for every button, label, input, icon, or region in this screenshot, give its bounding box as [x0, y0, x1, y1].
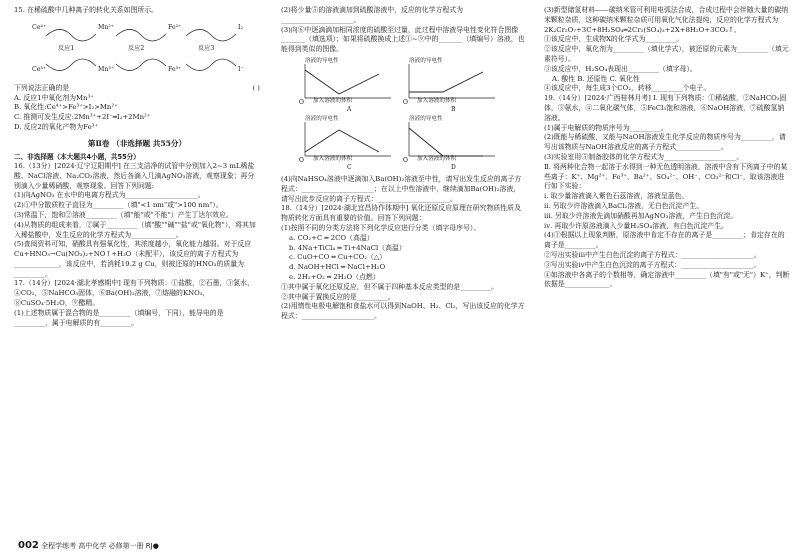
subject-name: 高中化学 必修第一册 RJ● [78, 542, 159, 550]
reaction-2: 反应2 [128, 44, 145, 52]
q19-part2: (2)既能与稀硫酸，又能与NaOH溶液发生化学反应的物质序号为_________，请写出该物质与NaOH溶液反应的离子方程式_____________。 [544, 133, 786, 152]
q18-part3a: ①该反应中，生成物X的化学式为_________。 [544, 35, 684, 44]
q18-eq-e: e. 2H₂+O₂ ═ 2H₂O（点燃） [289, 272, 380, 281]
q17-part1: (1)上述物质属于混合物的是_________（填编号，下同），能导电的是_________，属于电解质的有_________。 [14, 308, 224, 327]
graph-a-xlabel: 加入溶液的体积 [313, 97, 353, 104]
q19-part4b: ②写出实验ⅲ中产生白色沉淀的离子方程式：_____________________。 [544, 250, 761, 259]
q18-part1: (1)按照不同的分类方法将下列化学反应进行分类（填字母序号）。 [281, 223, 481, 232]
q19-part4: (4)①根据以上现象判断，原溶液中肯定不存在的离子是_________；肯定存在的离子是_________。 [544, 231, 785, 250]
q18-part3c: ③该反应中，H₂SO₄表现出_________（填字母）。 [544, 64, 697, 73]
q15-stem-text: 下列说法正确的是 [14, 83, 70, 92]
graph-a-tag: A [347, 105, 352, 113]
q19-part4c: ③写出实验ⅳ中产生白色沉淀的离子方程式：_____________________。 [544, 260, 761, 269]
q16-part2: (2)①中分散质粒子直径为_________（填"<1 nm"或">100 nm"）。 [14, 201, 223, 210]
q16-stem: 16.（13分）[2024·辽宁辽阳期中] 在三支洁净的试管中分别加入2~3 mL稀盐酸、NaCl溶液、Na₂CO₃溶液，然后各滴入几滴AgNO₃溶液，观察现象；再分别滴入少量稀硝酸，观察现象。回答下列问题: [14, 161, 255, 190]
q17-part3: (3)向⑥中逐滴滴加相同浓度的硫酸至过量，此过程中溶液导电性变化符合图像_______（填选项）；如果将硫酸换成上述①~⑨中的_______（填编号）溶液，也能得到类似的图像。 [281, 25, 525, 54]
reaction-1: 反应1 [58, 44, 75, 52]
option-a: A. 反应1中氧化剂为Mn³⁺ [14, 93, 94, 102]
ion-mn2: Mn²⁺ [98, 23, 115, 31]
option-c: C. 推测可发生反应:2Mn³⁺+2I⁻═I₂+2Mn²⁺ [14, 113, 151, 122]
origin-b: O [403, 98, 408, 106]
q19-step-3: ⅲ. 另取少许溶液先滴加硝酸再加AgNO₃溶液，产生白色沉淀。 [544, 211, 738, 220]
q19-section-ii: Ⅱ. 将两种化合物一起溶于水得到一种无色透明溶液，溶液中含有下列离子中的某些离子：K⁺、Mg²⁺、Fe³⁺、Ba²⁺、SO₄²⁻、OH⁻、CO₃²⁻和Cl⁻，取该溶液进行如下实验： [544, 162, 788, 191]
page-footer [18, 540, 159, 551]
graph-c [299, 116, 395, 172]
ion-i2: I₂ [238, 23, 243, 31]
q19-step-1: ⅰ. 取少量溶液滴入紫色石蕊溶液，溶液呈蓝色。 [544, 192, 689, 201]
graph-d-ylabel: 溶液的导电性 [409, 115, 443, 122]
option-b: B. 氧化性:Ce⁴⁺>Fe³⁺>I₂>Mn²⁺ [14, 103, 118, 112]
graph-b-tag: B [451, 105, 456, 113]
column-right [544, 6, 790, 290]
series-name: 全程学练考 [41, 542, 77, 550]
graph-b [403, 58, 499, 114]
q19-part3: (3)实验室用⑤制备胶体的化学方程式为_____________________。 [544, 152, 744, 161]
answer-paren: ( ) [252, 83, 260, 92]
column-middle [281, 6, 527, 322]
q19-step-4: ⅳ. 再取少许原溶液滴入少量H₂SO₄溶液，有白色沉淀产生。 [544, 221, 728, 230]
origin-a: O [299, 98, 304, 106]
q17-stem: 17.（14分）[2024·湖北孝感期中] 现有下列物质：①盐酸，②石墨，③氯水，④CO₂，⑤NaHCO₃固体，⑥Ba(OH)₂溶液，⑦熔融的KNO₃，⑧CuSO₄·5H₂O，⑨醋精。 [14, 279, 254, 308]
graph-d-tag: D [451, 163, 456, 171]
redox-cycle-diagram [14, 18, 260, 82]
q19-part1: (1)属于电解质的物质序号为_________。 [544, 123, 668, 132]
q19-stem: 19.（14分）[2024·广西桂林月考] Ⅰ. 现有下列物质：①稀硫酸，②NaHCO₃固体，③氨水，④二氧化碳气体，⑤FeCl₃饱和溶液，⑥NaOH溶液，⑦硫酸氢钠溶液。 [544, 94, 787, 122]
graph-d-xlabel: 加入溶液的体积 [417, 155, 457, 162]
q18-eq-a: a. CO₂+C ═ 2CO（高温） [289, 233, 374, 242]
ion-fe2: Fe²⁺ [168, 23, 182, 31]
q17-part2: (2)将少量⑤的溶液滴加到硫酸溶液中，反应的化学方程式为_____________________。 [281, 6, 464, 24]
conductivity-graphs [299, 58, 499, 172]
graph-d [403, 116, 499, 172]
q16-part4: (4)从物质的组成来看，②属于_________（填"酸""碱""盐"或"氧化物"），将其加入稀盐酸中，发生反应的化学方程式为_____________。 [14, 220, 256, 239]
q18-part2: (2)用惰性电极电解饱和食盐水可以得到NaOH、H₂、Cl₂，写出该反应的化学方程式：_____________________。 [281, 302, 525, 321]
ion-i: I⁻ [238, 65, 244, 73]
ion-ce4: Ce⁴⁺ [32, 23, 47, 31]
q18-stem: 18.（14分）[2024·湖北宜昌协作体期中] 氧化还原反应原理在研究物质性质及物质转化方面具有重要的价值。回答下列问题： [281, 204, 521, 223]
graph-a-ylabel: 溶液的导电性 [305, 57, 339, 64]
origin-c: O [299, 156, 304, 164]
graph-c-xlabel: 加入溶液的体积 [313, 155, 353, 162]
q19-step-2: ⅱ. 另取少许溶液滴入BaCl₂溶液，无白色沉淀产生。 [544, 201, 704, 210]
ion-ce3: Ce³⁺ [32, 65, 47, 73]
graph-b-ylabel: 溶液的导电性 [409, 57, 443, 64]
q18-part1b: ②其中属于置换反应的是_________。 [281, 292, 395, 301]
origin-d: O [403, 156, 408, 164]
graph-c-ylabel: 溶液的导电性 [305, 115, 339, 122]
page-number: 002 [18, 540, 39, 551]
graph-a [299, 58, 395, 114]
q18-eq-c: c. CuO+CO ═ Cu+CO₂（△） [289, 253, 387, 262]
graph-c-tag: C [347, 163, 352, 171]
q18-part3b: ②该反应中，氧化剂为_________（填化学式），被还原的元素为_________（填元素符号）。 [544, 45, 789, 63]
ion-mn3: Mn³⁺ [98, 65, 115, 73]
q18-part1a: ①其中属于氧化还原反应，但不属于四种基本反应类型的是_________。 [281, 282, 499, 291]
q18-part3d: ④该反应中，每生成3个CO₂，转移_________个电子。 [544, 84, 711, 93]
q18-part3c-options: A. 酸性 B. 还原性 C. 氧化性 [552, 74, 640, 83]
q15-stem [14, 84, 260, 94]
q18-eq-d: d. NaOH+HCl ═ NaCl+H₂O [289, 263, 386, 272]
part-two-heading: 第Ⅱ卷 （非选择题 共55分） [87, 138, 187, 148]
option-d: D. 反应2的氧化产物为Fe³⁺ [14, 122, 99, 131]
section-heading: 二、非选择题（本大题共4小题，共55分） [14, 152, 140, 161]
reaction-3: 反应3 [198, 44, 215, 52]
column-left [14, 6, 260, 328]
q18-part3: (3)新型储氢材料——碳纳米管可利用电弧法合成，合成过程中会伴随大量的碳纳米颗粒杂质，这种碳纳米颗粒杂质可用氧化气化法提纯，反应的化学方程式为2K₂Cr₂O₇+3C+8H₂SO₄═2Cr₂(SO₄)₃+2X+8H₂O+3CO₂↑。 [544, 6, 789, 34]
q19-part4d: ④如溶液中各离子的个数相等，确定溶液中_________（填"有"或"无"）K⁺，判断依据是_____________。 [544, 270, 790, 289]
q16-part1: (1)向AgNO₃ 在水中的电离方程式为_____________________。 [14, 191, 205, 200]
q16-part5: (5)查阅资料可知，硝酸具有强氧化性，其浓度越小，氧化能力越弱。对于反应Cu+HNO₃→Cu(NO₃)₂+NO↑+H₂O（未配平），该反应的离子方程式为_____________，该反应中，若消耗19.2 g Cu，则被还原的HNO₃的质量为_________。 [14, 240, 252, 278]
q18-eq-b: b. 4Na+TiCl₄ ═ Ti+4NaCl（高温） [289, 243, 406, 252]
q15-title: 15. 在稀硫酸中几种离子的转化关系如图所示。 [14, 6, 159, 14]
ion-fe3: Fe³⁺ [168, 65, 182, 73]
graph-b-xlabel: 加入溶液的体积 [417, 97, 457, 104]
q16-part3: (3)常温下，饱和②溶液_________（填"能"或"不能"）产生丁达尔效应。 [14, 210, 233, 219]
q17-part4: (4)向NaHSO₄溶液中逐滴加入Ba(OH)₂溶液至中性，请写出发生反应的离子方程式：_____________________；在以上中性溶液中，继续滴加Ba(OH)₂溶液，请写出此步反应的离子方程式：_____________________。 [281, 174, 522, 203]
